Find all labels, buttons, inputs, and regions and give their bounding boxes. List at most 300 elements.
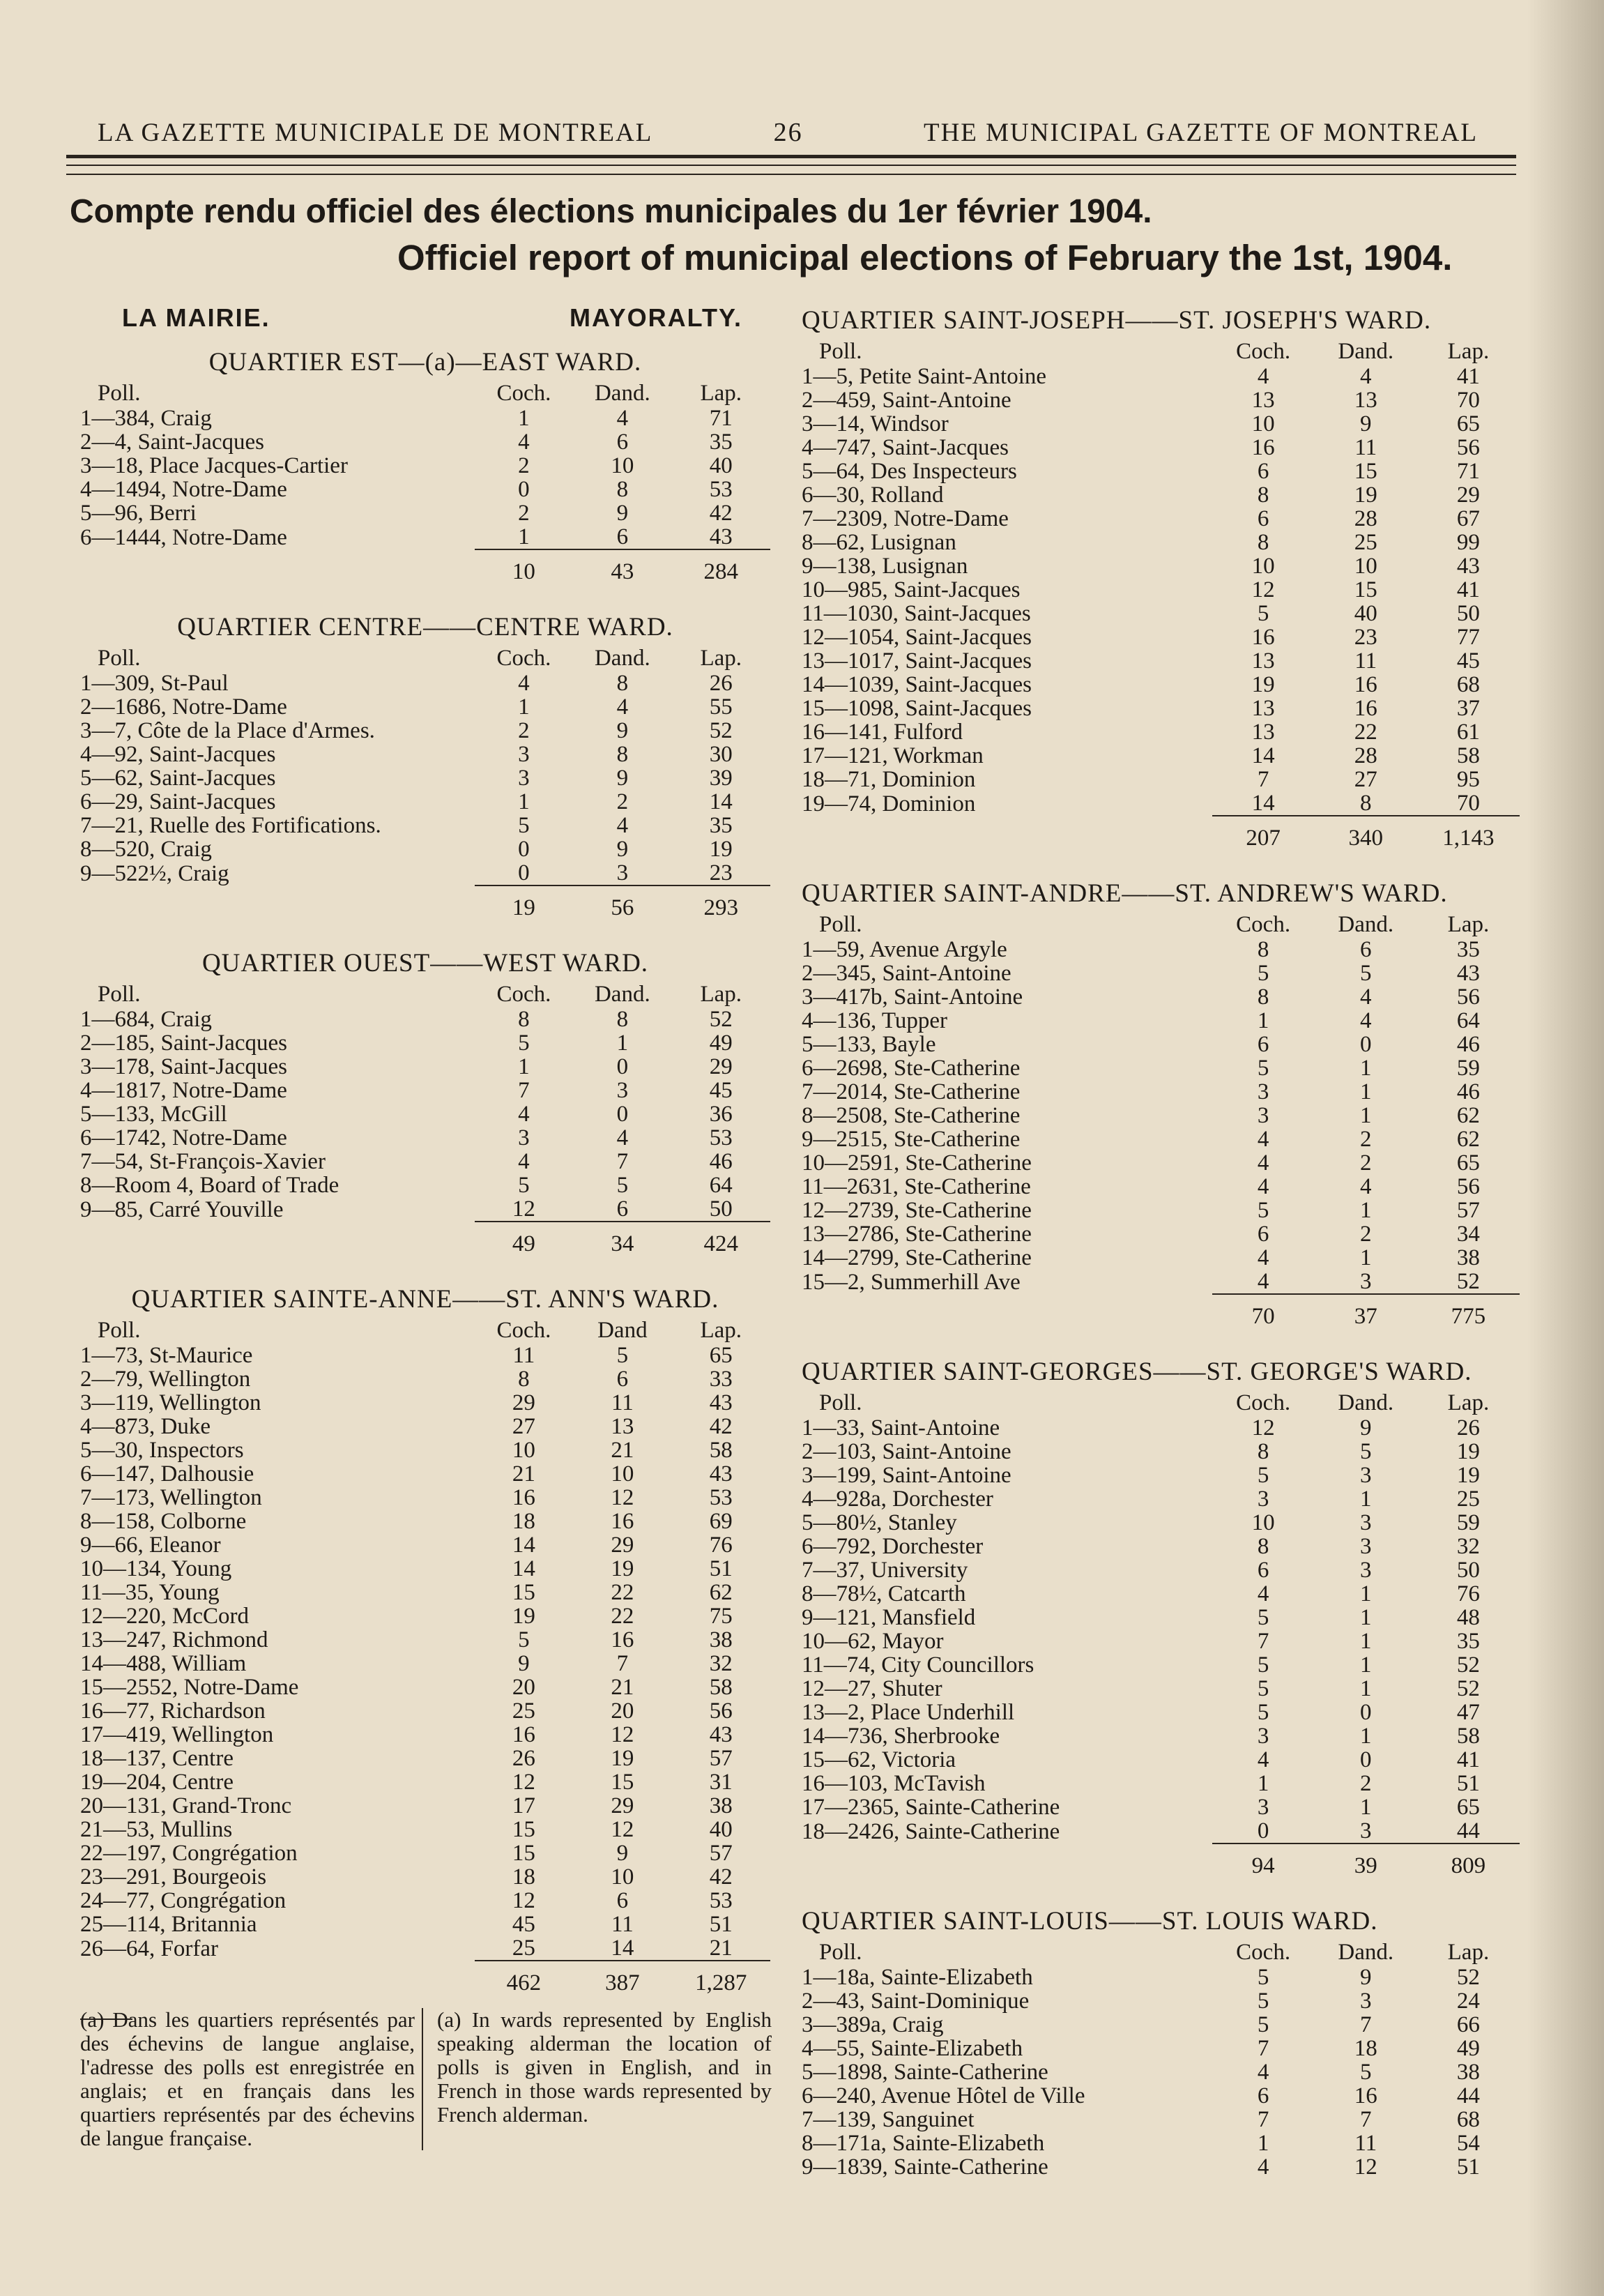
dand-votes: 7 — [1360, 2107, 1372, 2132]
coch-total: 10 — [512, 559, 535, 584]
coch-votes: 21 — [512, 1461, 535, 1487]
lap-total: 775 — [1451, 1304, 1486, 1329]
table-row — [802, 459, 1520, 483]
coch-votes: 4 — [1257, 1174, 1269, 1199]
table-row — [802, 1199, 1520, 1222]
poll-name: 1—33, Saint-Antoine — [802, 1415, 1000, 1440]
poll-name: 13—247, Richmond — [80, 1627, 268, 1652]
coch-votes: 19 — [512, 1604, 535, 1629]
title-english: Officiel report of municipal elections of February the 1st, 1904. — [397, 238, 1453, 278]
table-row — [80, 1652, 770, 1675]
dand-votes: 2 — [1360, 1127, 1372, 1152]
lap-votes: 56 — [1456, 984, 1480, 1010]
table-row — [80, 525, 770, 549]
coch-votes: 15 — [512, 1817, 535, 1842]
total-rule — [475, 885, 573, 896]
lap-total: 284 — [703, 559, 739, 584]
table-row — [80, 671, 770, 695]
dand-votes: 8 — [1360, 791, 1372, 816]
dand-votes: 15 — [1354, 459, 1377, 484]
coch-votes: 12 — [512, 1196, 535, 1222]
totals-label — [80, 896, 475, 920]
coch-votes: 4 — [518, 429, 530, 455]
coch-votes: 4 — [1257, 2154, 1269, 2180]
total-rule — [672, 1222, 770, 1232]
poll-name: 6—30, Rolland — [802, 482, 944, 508]
table-row — [80, 1747, 770, 1770]
dand-votes: 16 — [1354, 2083, 1377, 2108]
totals-rule-row — [802, 816, 1520, 826]
coch-votes: 3 — [518, 742, 530, 767]
poll-table — [802, 911, 1520, 1328]
poll-name: 4—92, Saint-Jacques — [80, 742, 276, 767]
lap-votes: 32 — [709, 1651, 733, 1676]
poll-name: 9—2515, Ste-Catherine — [802, 1127, 1021, 1152]
poll-name: 22—197, Congrégation — [80, 1841, 298, 1866]
table-row — [80, 1008, 770, 1031]
poll-name: 2—185, Saint-Jacques — [80, 1031, 287, 1056]
dand-votes: 1 — [1360, 1487, 1372, 1512]
lap-votes: 53 — [709, 1485, 733, 1510]
table-header-row — [802, 338, 1520, 365]
poll-name: 3—14, Windsor — [802, 411, 949, 436]
poll-name: 7—173, Wellington — [80, 1485, 262, 1510]
table-row — [802, 2155, 1520, 2179]
dand-total: 387 — [605, 1970, 640, 1995]
section-gap — [80, 920, 770, 946]
coch-votes: 15 — [512, 1580, 535, 1605]
poll-name: 3—199, Saint-Antoine — [802, 1463, 1011, 1488]
dand-votes: 8 — [616, 1007, 629, 1032]
poll-name: 5—133, McGill — [80, 1102, 227, 1127]
dand-votes: 9 — [616, 837, 629, 862]
coch-votes: 1 — [518, 1054, 530, 1079]
dand-votes: 6 — [616, 1367, 629, 1392]
table-row — [802, 744, 1520, 768]
dand-header: Dand. — [594, 646, 650, 671]
dand-votes: 16 — [1354, 696, 1377, 721]
dand-votes: 5 — [616, 1173, 629, 1198]
ward-section — [80, 920, 770, 1256]
lap-votes: 57 — [709, 1841, 733, 1866]
dand-votes: 2 — [616, 789, 629, 814]
lap-votes: 35 — [709, 429, 733, 455]
dand-votes: 3 — [1360, 1269, 1372, 1294]
lap-votes: 29 — [1456, 482, 1480, 508]
table-row — [802, 938, 1520, 961]
coch-votes: 8 — [1257, 984, 1269, 1010]
dand-votes: 3 — [1360, 1818, 1372, 1843]
poll-name: 11—74, City Councillors — [802, 1652, 1034, 1678]
poll-name: 15—62, Victoria — [802, 1747, 956, 1772]
poll-name: 1—684, Craig — [80, 1007, 212, 1032]
coch-votes: 5 — [1257, 601, 1269, 626]
lap-votes: 42 — [709, 501, 733, 526]
table-row — [802, 2060, 1520, 2084]
footnotes — [80, 2008, 777, 2150]
lap-votes: 65 — [1456, 1795, 1480, 1820]
lap-votes: 66 — [1456, 2012, 1480, 2037]
coch-votes: 12 — [512, 1888, 535, 1913]
poll-header: Poll. — [819, 1390, 862, 1415]
rule-spacer — [80, 1222, 475, 1232]
dand-votes: 4 — [616, 406, 629, 431]
poll-name: 7—2309, Notre-Dame — [802, 506, 1009, 531]
dand-votes: 6 — [616, 1196, 629, 1222]
dand-votes: 6 — [616, 429, 629, 455]
table-row — [802, 625, 1520, 649]
mayoralty-fr: LA MAIRIE. — [122, 303, 270, 332]
lap-votes: 53 — [709, 1125, 733, 1150]
coch-votes: 5 — [518, 813, 530, 838]
dand-votes: 16 — [611, 1509, 634, 1534]
coch-votes: 12 — [512, 1770, 535, 1795]
page-number: 26 — [773, 118, 803, 147]
lap-votes: 42 — [709, 1414, 733, 1439]
table-row — [80, 1865, 770, 1889]
coch-votes: 5 — [1257, 2012, 1269, 2037]
lap-votes: 76 — [1456, 1581, 1480, 1606]
footnote-english: (a) In wards represented by English speaking alderman the location of polls is given in English, and in French in those wards represented by French alderman. — [437, 2007, 772, 2127]
total-rule — [475, 1222, 573, 1232]
rule-spacer — [802, 816, 1212, 826]
table-row — [802, 1701, 1520, 1724]
table-row — [802, 2037, 1520, 2060]
lap-header: Lap. — [1447, 912, 1490, 937]
table-row — [802, 602, 1520, 625]
table-row — [802, 1246, 1520, 1270]
lap-votes: 46 — [1456, 1079, 1480, 1104]
poll-header: Poll. — [819, 1940, 862, 1965]
dand-total: 56 — [611, 895, 634, 920]
poll-name: 6—1444, Notre-Dame — [80, 524, 287, 550]
lap-votes: 70 — [1456, 388, 1480, 413]
dand-votes: 10 — [611, 453, 634, 478]
coch-votes: 1 — [518, 694, 530, 720]
lap-votes: 95 — [1456, 767, 1480, 792]
lap-votes: 19 — [1456, 1439, 1480, 1464]
table-row — [802, 1487, 1520, 1511]
poll-name: 13—1017, Saint-Jacques — [802, 648, 1032, 674]
table-row — [802, 388, 1520, 412]
lap-votes: 65 — [709, 1343, 733, 1368]
poll-name: 6—29, Saint-Jacques — [80, 789, 276, 814]
table-row — [80, 406, 770, 430]
ward-title: QUARTIER SAINT-JOSEPH——ST. JOSEPH'S WARD. — [802, 306, 1432, 335]
poll-name: 2—345, Saint-Antoine — [802, 961, 1011, 986]
poll-name: 5—64, Des Inspecteurs — [802, 459, 1017, 484]
section-gap — [80, 1256, 770, 1282]
dand-votes: 12 — [611, 1722, 634, 1747]
table-row — [802, 1127, 1520, 1151]
coch-votes: 7 — [1257, 2036, 1269, 2061]
totals-rule-row — [802, 1843, 1520, 1854]
poll-name: 19—74, Dominion — [802, 791, 976, 816]
coch-votes: 18 — [512, 1509, 535, 1534]
coch-votes: 7 — [1257, 1629, 1269, 1654]
coch-votes: 5 — [1257, 1198, 1269, 1223]
coch-total: 462 — [506, 1970, 542, 1995]
total-rule — [672, 885, 770, 896]
ward-section — [802, 1328, 1520, 1878]
lap-votes: 56 — [1456, 1174, 1480, 1199]
poll-name: 6—792, Dorchester — [802, 1534, 984, 1559]
dand-votes: 12 — [611, 1485, 634, 1510]
dand-votes: 20 — [611, 1698, 634, 1724]
lap-votes: 33 — [709, 1367, 733, 1392]
lap-header: Lap. — [1447, 339, 1490, 364]
dand-votes: 9 — [616, 1841, 629, 1866]
dand-votes: 12 — [1354, 2154, 1377, 2180]
poll-name: 6—2698, Ste-Catherine — [802, 1056, 1021, 1081]
table-row — [802, 720, 1520, 744]
right-wards — [802, 303, 1520, 2179]
coch-votes: 25 — [512, 1698, 535, 1724]
table-row — [802, 1104, 1520, 1127]
dand-votes: 27 — [1354, 767, 1377, 792]
lap-total: 424 — [703, 1231, 739, 1256]
dand-votes: 8 — [616, 742, 629, 767]
table-row — [80, 1913, 770, 1936]
poll-name: 12—220, McCord — [80, 1604, 249, 1629]
lap-votes: 37 — [1456, 696, 1480, 721]
table-row — [802, 1151, 1520, 1175]
dand-votes: 8 — [616, 477, 629, 502]
poll-table — [802, 1390, 1520, 1878]
poll-name: 4—928a, Dorchester — [802, 1487, 993, 1512]
poll-name: 12—1054, Saint-Jacques — [802, 625, 1032, 650]
left-column — [80, 303, 770, 1995]
table-header-row — [802, 911, 1520, 938]
poll-header: Poll. — [98, 982, 141, 1007]
table-row — [802, 1606, 1520, 1629]
coch-votes: 20 — [512, 1675, 535, 1700]
lap-votes: 58 — [709, 1675, 733, 1700]
poll-name: 6—147, Dalhousie — [80, 1461, 254, 1487]
poll-name: 4—1494, Notre-Dame — [80, 477, 287, 502]
lap-votes: 62 — [709, 1580, 733, 1605]
lap-votes: 52 — [709, 718, 733, 743]
poll-name: 11—1030, Saint-Jacques — [802, 601, 1031, 626]
lap-header: Lap. — [1447, 1390, 1490, 1415]
lap-votes: 51 — [709, 1912, 733, 1937]
coch-votes: 13 — [1251, 720, 1275, 745]
poll-table — [80, 380, 770, 584]
dand-votes: 19 — [1354, 482, 1377, 508]
section-gap — [80, 584, 770, 610]
poll-name: 16—141, Fulford — [802, 720, 963, 745]
dand-total: 39 — [1354, 1853, 1377, 1878]
table-header-row — [80, 1317, 770, 1344]
lap-votes: 53 — [709, 477, 733, 502]
dand-votes: 11 — [1354, 2131, 1377, 2156]
table-row — [80, 1367, 770, 1391]
dand-votes: 1 — [1360, 1581, 1372, 1606]
lap-votes: 50 — [709, 1196, 733, 1222]
coch-votes: 5 — [1257, 1965, 1269, 1990]
coch-votes: 14 — [1251, 743, 1275, 768]
lap-header: Lap. — [700, 1318, 742, 1343]
poll-name: 1—73, St-Maurice — [80, 1343, 253, 1368]
lap-votes: 58 — [1456, 743, 1480, 768]
lap-votes: 29 — [709, 1054, 733, 1079]
dand-header: Dand. — [594, 982, 650, 1007]
lap-votes: 35 — [1456, 1629, 1480, 1654]
dand-votes: 5 — [1360, 961, 1372, 986]
dand-votes: 9 — [616, 501, 629, 526]
dand-votes: 10 — [611, 1864, 634, 1890]
coch-votes: 4 — [1257, 1150, 1269, 1176]
poll-name: 3—119, Wellington — [80, 1390, 261, 1415]
coch-votes: 1 — [1257, 1008, 1269, 1033]
table-row — [802, 985, 1520, 1009]
table-row — [80, 1102, 770, 1126]
ward-title: QUARTIER SAINT-ANDRE——ST. ANDREW'S WARD. — [802, 879, 1448, 908]
dand-total: 340 — [1348, 826, 1384, 851]
dand-votes: 2 — [1360, 1771, 1372, 1796]
coch-votes: 3 — [1257, 1103, 1269, 1128]
coch-votes: 0 — [518, 477, 530, 502]
dand-votes: 4 — [1360, 984, 1372, 1010]
lap-total: 1,287 — [695, 1970, 747, 1995]
table-row — [802, 768, 1520, 791]
total-rule — [672, 549, 770, 560]
table-row — [80, 1557, 770, 1581]
poll-name: 17—121, Workman — [802, 743, 984, 768]
lap-votes: 62 — [1456, 1103, 1480, 1128]
table-row — [80, 790, 770, 814]
coch-votes: 8 — [1257, 530, 1269, 555]
lap-votes: 31 — [709, 1770, 733, 1795]
table-row — [802, 1582, 1520, 1606]
ward-section — [80, 1256, 770, 1995]
ward-section — [802, 850, 1520, 1328]
lap-votes: 59 — [1456, 1510, 1480, 1535]
coch-votes: 10 — [1251, 411, 1275, 436]
left-wards — [80, 345, 770, 1995]
rule-spacer — [80, 1961, 475, 1971]
table-row — [802, 1966, 1520, 1989]
table-row — [80, 1462, 770, 1486]
lap-votes: 24 — [1456, 1989, 1480, 2014]
dand-votes: 3 — [1360, 1534, 1372, 1559]
lap-votes: 21 — [709, 1936, 733, 1961]
dand-header: Dand. — [1338, 912, 1394, 937]
dand-votes: 6 — [616, 524, 629, 549]
dand-votes: 0 — [616, 1054, 629, 1079]
table-row — [80, 501, 770, 525]
header-right: THE MUNICIPAL GAZETTE OF MONTREAL — [923, 119, 1478, 147]
poll-name: 25—114, Britannia — [80, 1912, 257, 1937]
table-row — [802, 961, 1520, 985]
table-row — [80, 861, 770, 885]
total-rule — [573, 549, 671, 560]
dand-votes: 3 — [1360, 1989, 1372, 2014]
dand-votes: 10 — [611, 1461, 634, 1487]
poll-header: Poll. — [98, 646, 141, 671]
table-row — [80, 1438, 770, 1462]
dand-votes: 15 — [611, 1770, 634, 1795]
coch-votes: 3 — [1257, 1487, 1269, 1512]
coch-votes: 5 — [1257, 1700, 1269, 1725]
poll-name: 5—133, Bayle — [802, 1032, 936, 1057]
lap-votes: 65 — [1456, 411, 1480, 436]
poll-name: 4—873, Duke — [80, 1414, 211, 1439]
table-row — [80, 1150, 770, 1173]
poll-name: 7—139, Sanguinet — [802, 2107, 975, 2132]
lap-votes: 45 — [709, 1078, 733, 1103]
lap-votes: 43 — [1456, 554, 1480, 579]
dand-votes: 4 — [616, 813, 629, 838]
table-row — [802, 1535, 1520, 1558]
poll-name: 15—2552, Notre-Dame — [80, 1675, 299, 1700]
coch-votes: 14 — [512, 1533, 535, 1558]
lap-votes: 40 — [709, 1817, 733, 1842]
dand-header: Dand. — [594, 381, 650, 406]
lap-votes: 44 — [1456, 2083, 1480, 2108]
coch-votes: 5 — [1257, 1463, 1269, 1488]
dand-votes: 15 — [1354, 577, 1377, 602]
dand-votes: 13 — [611, 1414, 634, 1439]
table-row — [802, 2084, 1520, 2108]
poll-table — [80, 1317, 770, 1995]
dand-votes: 1 — [1360, 1056, 1372, 1081]
coch-header: Coch. — [1236, 912, 1291, 937]
dand-votes: 3 — [616, 860, 629, 885]
coch-votes: 8 — [1257, 482, 1269, 508]
dand-votes: 18 — [1354, 2036, 1377, 2061]
dand-votes: 2 — [1360, 1222, 1372, 1247]
totals-row — [802, 826, 1520, 850]
dand-votes: 1 — [1360, 1103, 1372, 1128]
dand-votes: 12 — [611, 1817, 634, 1842]
lap-votes: 45 — [1456, 648, 1480, 674]
total-rule — [672, 1961, 770, 1971]
poll-name: 5—1898, Sainte-Catherine — [802, 2060, 1048, 2085]
poll-name: 6—240, Avenue Hôtel de Ville — [802, 2083, 1085, 2108]
poll-name: 17—419, Wellington — [80, 1722, 274, 1747]
table-row — [80, 1889, 770, 1913]
table-row — [802, 1511, 1520, 1535]
coch-total: 94 — [1251, 1853, 1275, 1878]
lap-votes: 43 — [709, 524, 733, 549]
dand-votes: 9 — [1360, 411, 1372, 436]
lap-votes: 55 — [709, 694, 733, 720]
table-row — [802, 554, 1520, 578]
poll-name: 9—85, Carré Youville — [80, 1196, 284, 1222]
table-row — [802, 1989, 1520, 2013]
table-row — [802, 365, 1520, 388]
dand-votes: 9 — [616, 766, 629, 791]
coch-votes: 1 — [518, 524, 530, 549]
coch-votes: 16 — [512, 1485, 535, 1510]
table-row — [80, 430, 770, 454]
coch-votes: 15 — [512, 1841, 535, 1866]
coch-votes: 17 — [512, 1793, 535, 1818]
table-row — [802, 1080, 1520, 1104]
table-row — [802, 1629, 1520, 1653]
lap-votes: 53 — [709, 1888, 733, 1913]
coch-votes: 5 — [1257, 1989, 1269, 2014]
poll-name: 2—103, Saint-Antoine — [802, 1439, 1011, 1464]
poll-name: 8—78½, Catcarth — [802, 1581, 966, 1606]
table-header-row — [802, 1939, 1520, 1966]
lap-votes: 49 — [709, 1031, 733, 1056]
dand-header: Dand — [597, 1318, 648, 1343]
coch-header: Coch. — [1236, 339, 1291, 364]
poll-name: 14—1039, Saint-Jacques — [802, 672, 1032, 697]
mayoralty-heading — [80, 303, 770, 345]
